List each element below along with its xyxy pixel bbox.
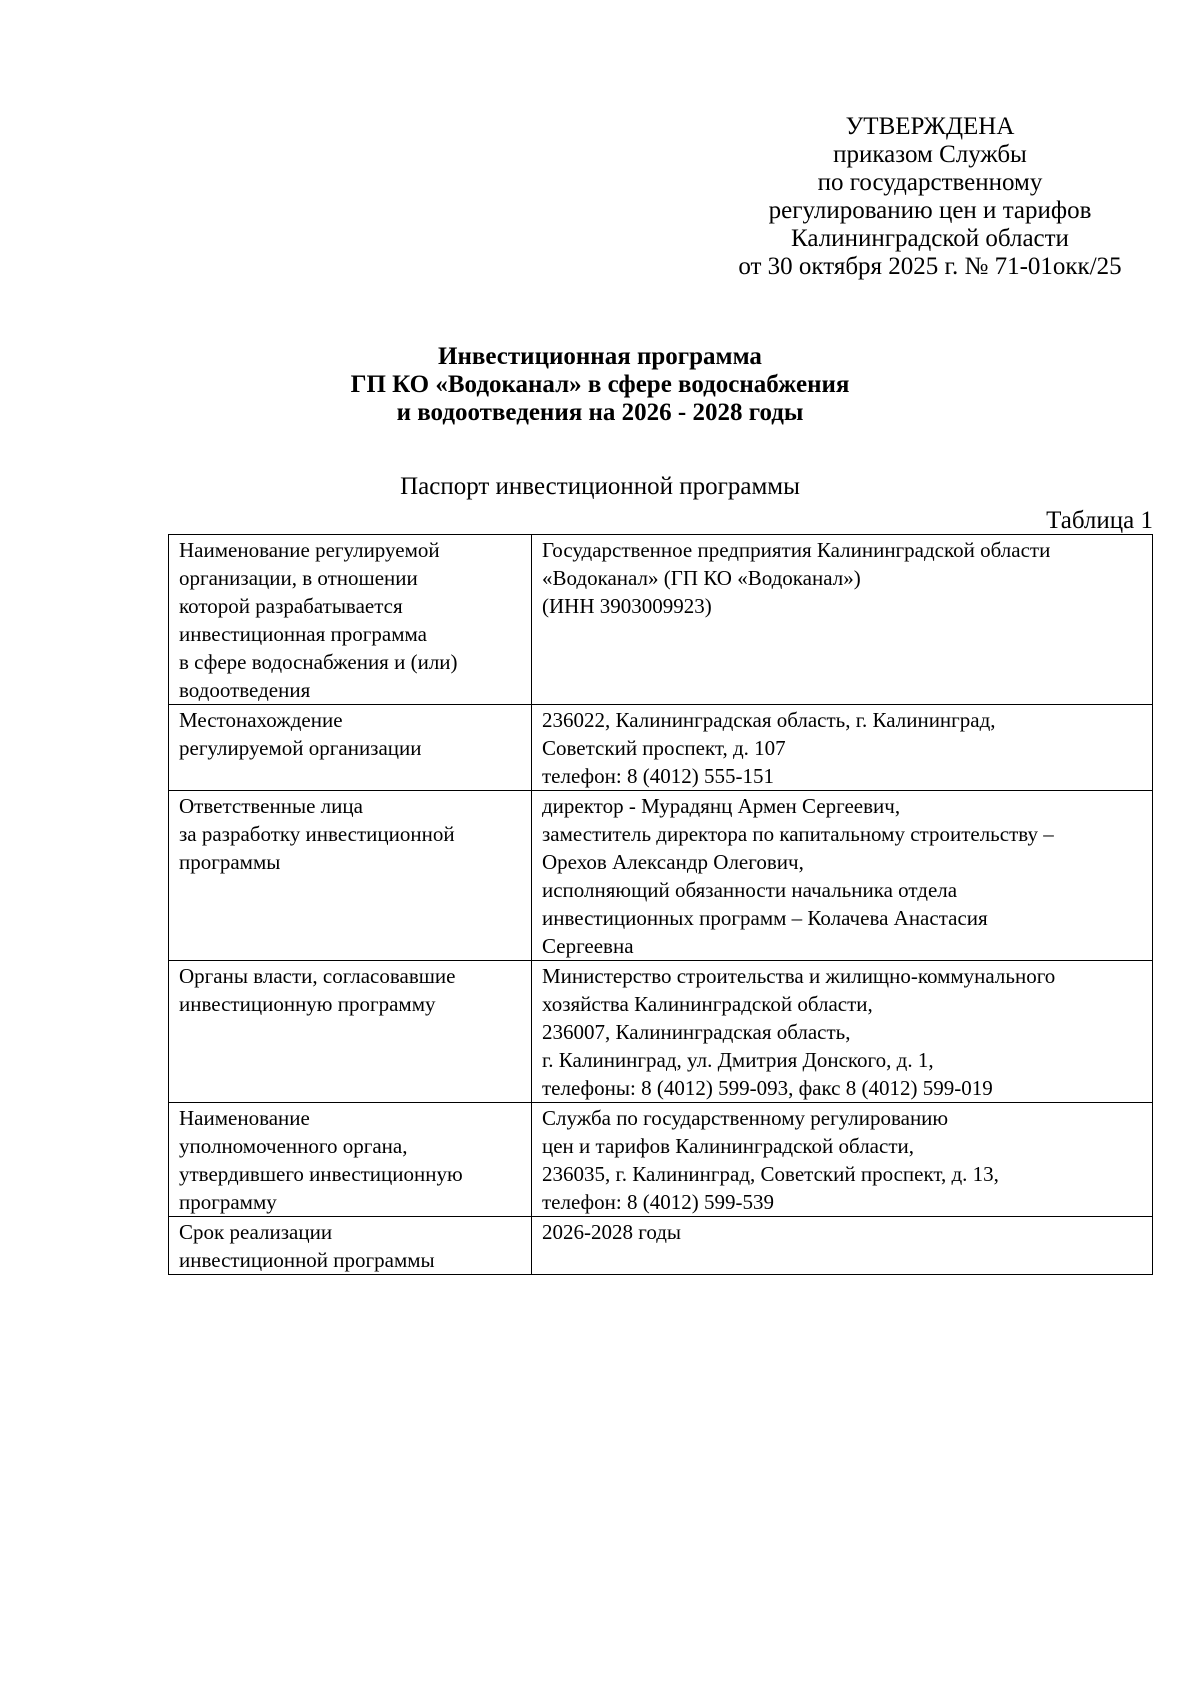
cell-line: исполняющий обязанности начальника отдела: [542, 878, 958, 902]
cell-line: программу: [179, 1190, 277, 1214]
table-row: [169, 791, 1153, 961]
row-label-cell: [169, 535, 532, 705]
row-value-cell: [532, 1217, 1153, 1275]
table-number-label: Таблица 1: [1046, 507, 1153, 534]
cell-line: хозяйства Калининградской области,: [542, 992, 873, 1016]
row-value-cell: [532, 535, 1153, 705]
approval-stamp: [680, 113, 1180, 281]
cell-line: инвестиционных программ – Колачева Анастасия: [542, 906, 988, 930]
cell-line: 236007, Калининградская область,: [542, 1020, 851, 1044]
cell-line: Местонахождение: [179, 708, 343, 732]
row-value-cell: [532, 961, 1153, 1103]
cell-line: за разработку инвестиционной: [179, 822, 455, 846]
cell-line: телефон: 8 (4012) 599-539: [542, 1190, 774, 1214]
approval-line: УТВЕРЖДЕНА: [845, 113, 1015, 140]
cell-line: Ответственные лица: [179, 794, 363, 818]
title-line: ГП КО «Водоканал» в сфере водоснабжения: [350, 371, 850, 398]
row-value-cell: [532, 791, 1153, 961]
approval-line: Калининградской области: [791, 225, 1069, 252]
cell-line: 236022, Калининградская область, г. Калининград,: [542, 708, 996, 732]
cell-line: Советский проспект, д. 107: [542, 736, 786, 760]
cell-line: инвестиционную программу: [179, 992, 436, 1016]
cell-line: г. Калининград, ул. Дмитрия Донского, д. 1,: [542, 1048, 934, 1072]
row-label-cell: [169, 1103, 532, 1217]
cell-line: которой разрабатывается: [179, 594, 403, 618]
cell-line: Служба по государственному регулированию: [542, 1106, 949, 1130]
cell-line: заместитель директора по капитальному строительству –: [542, 822, 1054, 846]
row-label-cell: [169, 1217, 532, 1275]
cell-line: водоотведения: [179, 678, 311, 702]
cell-line: телефон: 8 (4012) 555-151: [542, 764, 774, 788]
cell-line: Срок реализации: [179, 1220, 333, 1244]
cell-line: уполномоченного органа,: [179, 1134, 408, 1158]
passport-subtitle: Паспорт инвестиционной программы: [400, 473, 800, 500]
row-value-cell: [532, 1103, 1153, 1217]
cell-line: в сфере водоснабжения и (или): [179, 650, 458, 674]
cell-line: «Водоканал» (ГП КО «Водоканал»): [542, 566, 861, 590]
approval-line: от 30 октября 2025 г. № 71-01окк/25: [738, 253, 1122, 280]
document-title: [0, 343, 1200, 427]
approval-line: регулированию цен и тарифов: [768, 197, 1092, 224]
table-row: [169, 1217, 1153, 1275]
row-label-cell: [169, 705, 532, 791]
cell-line: телефоны: 8 (4012) 599-093, факс 8 (4012) 599-019: [542, 1076, 993, 1100]
table-row: [169, 1103, 1153, 1217]
cell-line: инвестиционная программа: [179, 622, 427, 646]
cell-line: цен и тарифов Калининградской области,: [542, 1134, 914, 1158]
title-line: Инвестиционная программа: [438, 343, 762, 370]
cell-line: Орехов Александр Олегович,: [542, 850, 804, 874]
cell-line: 2026-2028 годы: [542, 1220, 682, 1244]
cell-line: регулируемой организации: [179, 736, 422, 760]
table-row: [169, 961, 1153, 1103]
approval-line: по государственному: [817, 169, 1043, 196]
row-value-cell: [532, 705, 1153, 791]
row-label-cell: [169, 961, 532, 1103]
table-row: [169, 535, 1153, 705]
cell-line: утвердившего инвестиционную: [179, 1162, 463, 1186]
cell-line: инвестиционной программы: [179, 1248, 435, 1272]
cell-line: организации, в отношении: [179, 566, 418, 590]
cell-line: Государственное предприятия Калининградской области: [542, 538, 1051, 562]
cell-line: программы: [179, 850, 281, 874]
cell-line: (ИНН 3903009923): [542, 594, 712, 618]
approval-line: приказом Службы: [833, 141, 1027, 168]
cell-line: Наименование: [179, 1106, 310, 1130]
cell-line: Сергеевна: [542, 934, 634, 958]
cell-line: Министерство строительства и жилищно-коммунального: [542, 964, 1056, 988]
title-line: и водоотведения на 2026 - 2028 годы: [396, 399, 804, 426]
row-label-cell: [169, 791, 532, 961]
cell-line: 236035, г. Калининград, Советский проспект, д. 13,: [542, 1162, 999, 1186]
cell-line: Органы власти, согласовавшие: [179, 964, 456, 988]
table-row: [169, 705, 1153, 791]
passport-table: [168, 534, 1153, 1275]
cell-line: директор - Мурадянц Армен Сергеевич,: [542, 794, 901, 818]
cell-line: Наименование регулируемой: [179, 538, 440, 562]
